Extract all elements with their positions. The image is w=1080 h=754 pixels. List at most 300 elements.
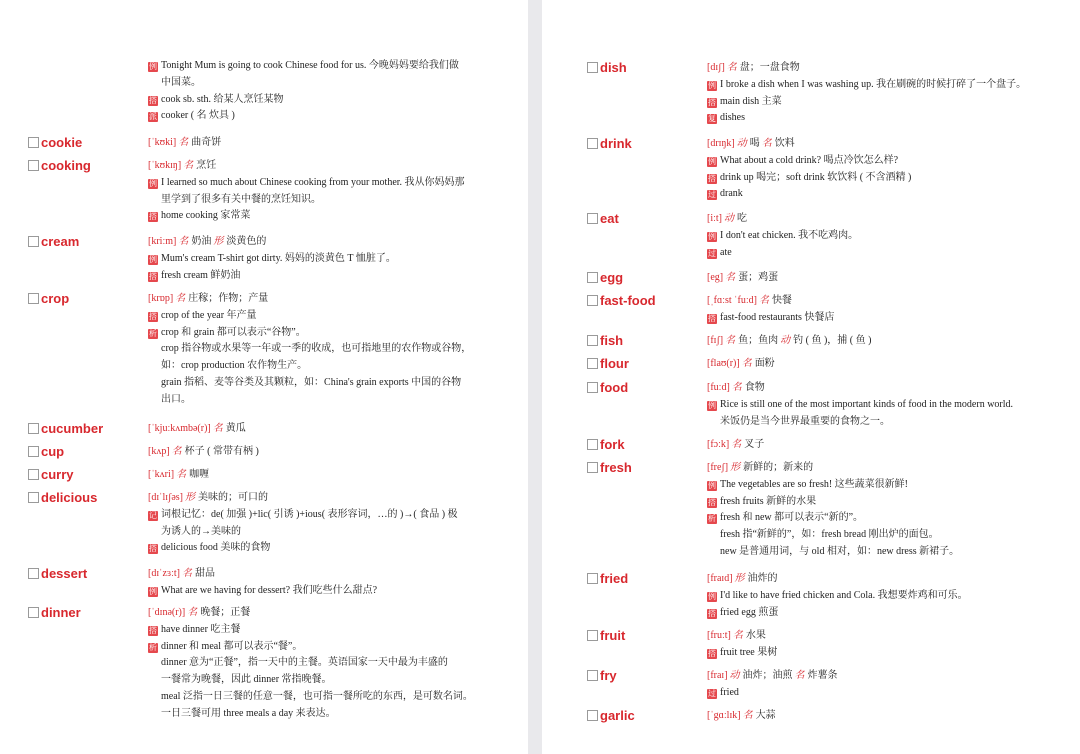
definition-head: [707, 211, 1067, 228]
part-of-speech: 形: [734, 573, 745, 584]
meaning: 淡黄色的: [226, 236, 267, 247]
headword-text: garlic: [600, 708, 635, 723]
meaning: 庄稼；作物；产量: [188, 293, 269, 304]
line-text: I don't eat chicken. 我不吃鸡肉。: [720, 229, 859, 241]
definition: [707, 293, 1067, 327]
checkbox-square-icon[interactable]: [587, 382, 598, 393]
plural-badge-icon: 复: [708, 114, 716, 124]
definition: [148, 490, 498, 557]
meaning: 水果: [745, 630, 766, 641]
phonetic: [fraɪd]: [707, 573, 733, 584]
definition-line: [148, 524, 498, 541]
definition-line: [148, 639, 498, 656]
definition: [148, 291, 498, 409]
example-badge-icon: 例: [149, 586, 157, 596]
checkbox-square-icon[interactable]: [28, 607, 39, 618]
phonetic: [drɪŋk]: [707, 138, 735, 149]
checkbox-square-icon[interactable]: [28, 568, 39, 579]
definition: [148, 58, 498, 125]
part-of-speech: 名: [731, 382, 742, 393]
phonetic: [ˌfɑːst ˈfuːd]: [707, 295, 757, 306]
headword: [28, 444, 64, 460]
headword-text: cooking: [41, 158, 91, 173]
headword-text: eat: [600, 211, 619, 226]
meaning: 蛋；鸡蛋: [738, 272, 779, 283]
phonetic: [fraɪ]: [707, 670, 728, 681]
phonetic: [fruːt]: [707, 630, 731, 641]
headword-text: fish: [600, 333, 624, 348]
headword-text: dish: [600, 60, 627, 75]
line-text: fried: [720, 686, 739, 698]
meaning: 晚餐；正餐: [200, 607, 251, 618]
definition-line: [148, 308, 498, 325]
definition-line: [707, 310, 1067, 327]
line-text: What are we having for dessert? 我们吃些什么甜点?: [161, 584, 378, 596]
definition-line: [148, 689, 498, 706]
definition: [707, 136, 1067, 203]
part-of-speech: 名: [175, 293, 186, 304]
definition-line: [148, 108, 498, 125]
part-of-speech: 名: [732, 630, 743, 641]
line-text: fresh 指“新鲜的”，如：fresh bread 刚出炉的面包。: [720, 529, 939, 541]
line-text: crop of the year 年产量: [161, 309, 257, 321]
definition-line: [707, 153, 1067, 170]
line-text: I'd like to have fried chicken and Cola. 我想要炸鸡和可乐。: [720, 589, 968, 601]
part-of-speech: 名: [761, 138, 772, 149]
definition: [148, 444, 498, 461]
definition-line: [148, 358, 498, 375]
headword: [28, 135, 82, 151]
definition-line: [707, 605, 1067, 622]
definition-head: [148, 490, 498, 507]
definition: [707, 437, 1067, 454]
definition: [707, 571, 1067, 621]
meaning: 杯子 ( 常带有柄 ): [184, 446, 259, 457]
line-text: fresh cream 鲜奶油: [161, 269, 241, 281]
definition-line: [148, 208, 498, 225]
meaning: 鱼；鱼肉: [738, 335, 779, 346]
phonetic: [freʃ]: [707, 462, 729, 473]
line-text: 一餐常为晚餐，因此 dinner 常指晚餐。: [161, 674, 332, 686]
part-of-speech: 名: [171, 446, 182, 457]
headword: [28, 566, 87, 582]
line-text: Tonight Mum is going to cook Chinese food for us. 今晚妈妈要给我们做: [161, 60, 459, 71]
line-text: grain 指稻、麦等谷类及其颗粒，如：China's grain exports 中国的谷物: [161, 376, 462, 388]
headword: [587, 668, 617, 684]
part-of-speech: 动: [729, 670, 740, 681]
definition-line: [707, 494, 1067, 511]
line-text: drink up 喝完；soft drink 软饮料 ( 不含酒精 ): [720, 171, 912, 183]
phrase-badge-icon: 搭: [708, 97, 716, 107]
part-of-speech: 动: [736, 138, 747, 149]
definition-line: [707, 510, 1067, 527]
line-text: 一日三餐可用 three meals a day 来表达。: [161, 707, 336, 719]
definition: [148, 135, 498, 152]
definition-line: [148, 540, 498, 557]
line-text: meal 泛指一日三餐的任意一餐，也可指一餐所吃的东西，是可数名词。: [161, 690, 473, 702]
phrase-badge-icon: 搭: [149, 625, 157, 635]
definition: [707, 460, 1067, 561]
definition-line: [707, 544, 1067, 561]
definition-line: [707, 94, 1067, 111]
checkbox-square-icon[interactable]: [587, 710, 598, 721]
headword-text: cucumber: [41, 421, 104, 436]
meaning: 钓 ( 鱼 )，捕 ( 鱼 ): [793, 335, 872, 346]
definition: [148, 467, 498, 484]
definition-head: [148, 566, 498, 583]
definition-head: [707, 60, 1067, 77]
definition-line: [707, 110, 1067, 127]
headword-text: fast-food: [600, 293, 656, 308]
headword: [587, 356, 629, 372]
definition: [707, 211, 1067, 261]
definition-line: [707, 228, 1067, 245]
definition-head: [707, 356, 1067, 373]
part-of-speech: 动: [780, 335, 791, 346]
analysis-badge-icon: 析: [149, 328, 157, 338]
line-text: fast-food restaurants 快餐店: [720, 311, 835, 323]
part-of-speech: 名: [181, 568, 192, 579]
definition: [707, 60, 1067, 127]
part-of-speech: 名: [183, 160, 194, 171]
meaning: 油炸；油煎: [742, 670, 793, 681]
meaning: 美味的；可口的: [198, 492, 268, 503]
definition-line: [148, 192, 498, 209]
headword: [587, 211, 619, 227]
headword: [587, 270, 623, 286]
definition-head: [707, 460, 1067, 477]
headword: [587, 333, 623, 349]
headword-text: curry: [41, 467, 74, 482]
definition-line: [148, 655, 498, 672]
analysis-badge-icon: 析: [708, 514, 716, 524]
checkbox-square-icon[interactable]: [587, 138, 598, 149]
line-text: 米饭仍是当今世界最重要的食物之一。: [720, 415, 890, 427]
headword-text: fresh: [600, 460, 632, 475]
headword-text: cookie: [41, 135, 83, 150]
part-of-speech: 名: [794, 670, 805, 681]
example-badge-icon: 例: [149, 62, 157, 71]
phonetic: [flaʊ(r)]: [707, 358, 740, 369]
checkbox-square-icon[interactable]: [587, 62, 598, 73]
part-of-speech: 名: [725, 335, 736, 346]
definition-line: [148, 325, 498, 342]
part-of-speech: 形: [185, 492, 195, 503]
meaning: 炸薯条: [807, 670, 838, 681]
headword-text: dinner: [41, 605, 81, 620]
phrase-badge-icon: 搭: [708, 313, 716, 323]
phonetic: [ˈdɪnə(r)]: [148, 607, 186, 618]
line-text: crop 指谷物或水果等一年或一季的收成，也可指地里的农作物或谷物，: [161, 343, 472, 355]
headword: [587, 136, 632, 152]
definition-line: [148, 251, 498, 268]
part-of-speech: 名: [176, 469, 187, 480]
headword-text: fried: [600, 571, 629, 586]
definition-head: [707, 708, 1067, 725]
definition: [707, 708, 1067, 725]
meaning: 油炸的: [747, 573, 778, 584]
checkbox-square-icon[interactable]: [587, 630, 598, 641]
definition-line: [707, 77, 1067, 94]
headword: [28, 467, 74, 483]
definition-line: [148, 92, 498, 109]
headword: [28, 605, 81, 621]
definition-head: [707, 628, 1067, 645]
phonetic: [dɪˈzɜːt]: [148, 568, 180, 579]
line-text: What about a cold drink? 喝点冷饮怎么样?: [720, 154, 899, 166]
phonetic: [krɒp]: [148, 293, 174, 304]
headword-text: fruit: [600, 628, 626, 643]
meaning: 大蒜: [755, 710, 776, 721]
line-text: fruit tree 果树: [720, 646, 778, 658]
definition-head: [707, 571, 1067, 588]
phonetic: [fuːd]: [707, 382, 730, 393]
definition-line: [707, 414, 1067, 431]
headword: [28, 234, 79, 250]
line-text: have dinner 吃主餐: [161, 623, 241, 635]
meaning: 快餐: [771, 295, 792, 306]
line-text: home cooking 家常菜: [161, 210, 251, 222]
part-of-speech: 动: [724, 213, 734, 224]
definition: [707, 628, 1067, 662]
checkbox-square-icon[interactable]: [28, 137, 39, 148]
definition: [148, 421, 498, 438]
part-of-speech: 名: [178, 137, 189, 148]
checkbox-square-icon[interactable]: [587, 335, 598, 346]
definition-line: [707, 186, 1067, 203]
headword: [587, 628, 625, 644]
headword: [28, 490, 97, 506]
definition: [148, 566, 498, 600]
definition: [707, 668, 1067, 702]
part-of-speech: 名: [742, 710, 753, 721]
checkbox-square-icon[interactable]: [28, 423, 39, 434]
line-text: 中国菜。: [161, 76, 201, 88]
past-badge-icon: 过: [708, 688, 716, 698]
definition-line: [148, 75, 498, 92]
phrase-badge-icon: 搭: [708, 497, 716, 507]
memory-badge-icon: 记: [149, 510, 157, 520]
definition-line: [148, 622, 498, 639]
part-of-speech: 形: [730, 462, 741, 473]
headword: [587, 437, 625, 453]
definition-line: [148, 58, 498, 75]
left-page: [0, 0, 528, 754]
phonetic: [fɔːk]: [707, 439, 730, 450]
part-of-speech: 名: [178, 236, 189, 247]
phrase-badge-icon: 搭: [149, 311, 157, 321]
line-text: 如：crop production 农作物生产。: [161, 360, 308, 372]
phonetic: [iːt]: [707, 213, 722, 224]
phonetic: [ˈkʊkɪŋ]: [148, 160, 182, 171]
definition-head: [707, 668, 1067, 685]
line-text: fresh 和 new 都可以表示“新的”。: [720, 512, 864, 524]
definition-line: [148, 375, 498, 392]
definition-line: [707, 685, 1067, 702]
meaning: 新鲜的；新来的: [743, 462, 814, 473]
meaning: 黄瓜: [225, 423, 246, 434]
part-of-speech: 名: [731, 439, 742, 450]
line-text: cooker ( 名 炊具 ): [161, 110, 235, 122]
phonetic: [dɪʃ]: [707, 62, 725, 73]
phonetic: [dɪˈlɪʃəs]: [148, 492, 183, 503]
meaning: 食物: [744, 382, 765, 393]
line-text: I broke a dish when I was washing up. 我在刷碗的时候打碎了一个盘子。: [720, 78, 1027, 90]
definition: [707, 356, 1067, 373]
line-text: I learned so much about Chinese cooking from your mother. 我从你妈妈那: [161, 176, 465, 188]
checkbox-square-icon[interactable]: [587, 213, 598, 224]
line-text: new 是普通用词，与 old 相对，如：new dress 新裙子。: [720, 545, 960, 557]
checkbox-square-icon[interactable]: [28, 446, 39, 457]
line-text: 出口。: [161, 393, 191, 405]
checkbox-square-icon[interactable]: [28, 469, 39, 480]
line-text: dinner 意为“正餐”，指一天中的主餐。英语国家一天中最为丰盛的: [161, 657, 448, 669]
meaning: 烹饪: [196, 160, 217, 171]
headword-text: food: [600, 380, 629, 395]
headword: [587, 60, 627, 76]
checkbox-square-icon[interactable]: [587, 462, 598, 473]
definition-line: [148, 341, 498, 358]
past-badge-icon: 过: [708, 190, 716, 200]
example-badge-icon: 例: [708, 480, 716, 490]
checkbox-square-icon[interactable]: [28, 492, 39, 503]
part-of-speech: 名: [212, 423, 223, 434]
right-page: [542, 0, 1080, 754]
meaning: 咖喱: [189, 469, 210, 480]
checkbox-square-icon[interactable]: [28, 293, 39, 304]
line-text: fresh fruits 新鲜的水果: [720, 495, 817, 507]
meaning: 吃: [737, 213, 747, 224]
definition-line: [707, 245, 1067, 262]
line-text: dishes: [720, 112, 745, 124]
phonetic: [kriːm]: [148, 236, 177, 247]
headword: [587, 380, 628, 396]
analysis-badge-icon: 析: [149, 642, 157, 652]
definition: [707, 380, 1067, 430]
definition-head: [148, 135, 498, 152]
phrase-badge-icon: 搭: [149, 271, 157, 281]
headword-text: cream: [41, 234, 80, 249]
part-of-speech: 名: [726, 62, 737, 73]
definition: [148, 234, 498, 284]
phonetic: [ˈkʌri]: [148, 469, 175, 480]
part-of-speech: 形: [213, 236, 224, 247]
definition-line: [707, 588, 1067, 605]
definition-line: [707, 397, 1067, 414]
headword-text: flour: [600, 356, 629, 371]
definition-line: [707, 527, 1067, 544]
line-text: Mum's cream T-shirt got dirty. 妈妈的淡黄色 T 恤脏了。: [161, 252, 396, 264]
headword: [587, 708, 635, 724]
past-badge-icon: 过: [708, 248, 716, 258]
line-text: drank: [720, 188, 743, 200]
definition-line: [707, 170, 1067, 187]
definition-head: [707, 136, 1067, 153]
definition: [707, 333, 1067, 350]
part-of-speech: 名: [741, 358, 752, 369]
phonetic: [ˈgɑːlɪk]: [707, 710, 741, 721]
part-of-speech: 名: [187, 607, 198, 618]
phonetic: [kʌp]: [148, 446, 170, 457]
definition-line: [148, 672, 498, 689]
example-badge-icon: 例: [149, 254, 157, 264]
definition-line: [148, 175, 498, 192]
derived-badge-icon: 派: [149, 112, 157, 122]
definition-line: [148, 583, 498, 600]
checkbox-square-icon[interactable]: [587, 573, 598, 584]
phrase-badge-icon: 搭: [149, 95, 157, 105]
meaning: 叉子: [744, 439, 765, 450]
phonetic: [ˈkjuːkʌmbə(r)]: [148, 423, 211, 434]
headword-text: egg: [600, 270, 624, 285]
line-text: 为诱人的→美味的: [161, 525, 241, 537]
line-text: cook sb. sth. 给某人烹饪某物: [161, 93, 284, 105]
line-text: 里学到了很多有关中餐的烹饪知识。: [161, 193, 321, 205]
definition-head: [148, 234, 498, 251]
definition-line: [707, 477, 1067, 494]
checkbox-square-icon[interactable]: [587, 439, 598, 450]
part-of-speech: 名: [758, 295, 769, 306]
phonetic: [eg]: [707, 272, 724, 283]
headword: [28, 421, 103, 437]
example-badge-icon: 例: [708, 231, 716, 241]
definition-head: [707, 380, 1067, 397]
definition-line: [148, 507, 498, 524]
line-text: dinner 和 meal 都可以表示“餐”。: [161, 640, 303, 652]
checkbox-square-icon[interactable]: [587, 272, 598, 283]
line-text: Rice is still one of the most important kinds of food in the modern world.: [720, 398, 1014, 410]
definition-head: [148, 444, 498, 461]
headword: [28, 291, 69, 307]
checkbox-square-icon[interactable]: [587, 295, 598, 306]
meaning: 面粉: [754, 358, 775, 369]
definition-head: [707, 333, 1067, 350]
headword-text: cup: [41, 444, 65, 459]
line-text: fried egg 煎蛋: [720, 606, 779, 618]
definition-line: [707, 645, 1067, 662]
definition-line: [148, 392, 498, 409]
phrase-badge-icon: 搭: [708, 608, 716, 618]
definition-head: [707, 293, 1067, 310]
headword-text: crop: [41, 291, 70, 306]
headword-text: fry: [600, 668, 617, 683]
line-text: crop 和 grain 都可以表示“谷物”。: [161, 326, 306, 338]
meaning: 曲奇饼: [191, 137, 222, 148]
definition-head: [707, 437, 1067, 454]
headword-text: fork: [600, 437, 625, 452]
definition-head: [148, 605, 498, 622]
checkbox-square-icon[interactable]: [587, 358, 598, 369]
definition-head: [148, 158, 498, 175]
checkbox-square-icon[interactable]: [28, 160, 39, 171]
checkbox-square-icon[interactable]: [28, 236, 39, 247]
checkbox-square-icon[interactable]: [587, 670, 598, 681]
example-badge-icon: 例: [149, 178, 157, 188]
definition-line: [148, 706, 498, 723]
definition-head: [148, 467, 498, 484]
meaning: 奶油: [191, 236, 212, 247]
meaning: 盘；一盘食物: [739, 62, 800, 73]
headword-text: drink: [600, 136, 632, 151]
phonetic: [fɪʃ]: [707, 335, 724, 346]
phrase-badge-icon: 搭: [149, 212, 157, 222]
line-text: main dish 主菜: [720, 95, 782, 107]
example-badge-icon: 例: [708, 156, 716, 166]
line-text: The vegetables are so fresh! 这些蔬菜很新鲜!: [720, 478, 908, 490]
phonetic: [ˈkʊki]: [148, 137, 177, 148]
phrase-badge-icon: 搭: [708, 648, 716, 658]
definition: [707, 270, 1067, 287]
